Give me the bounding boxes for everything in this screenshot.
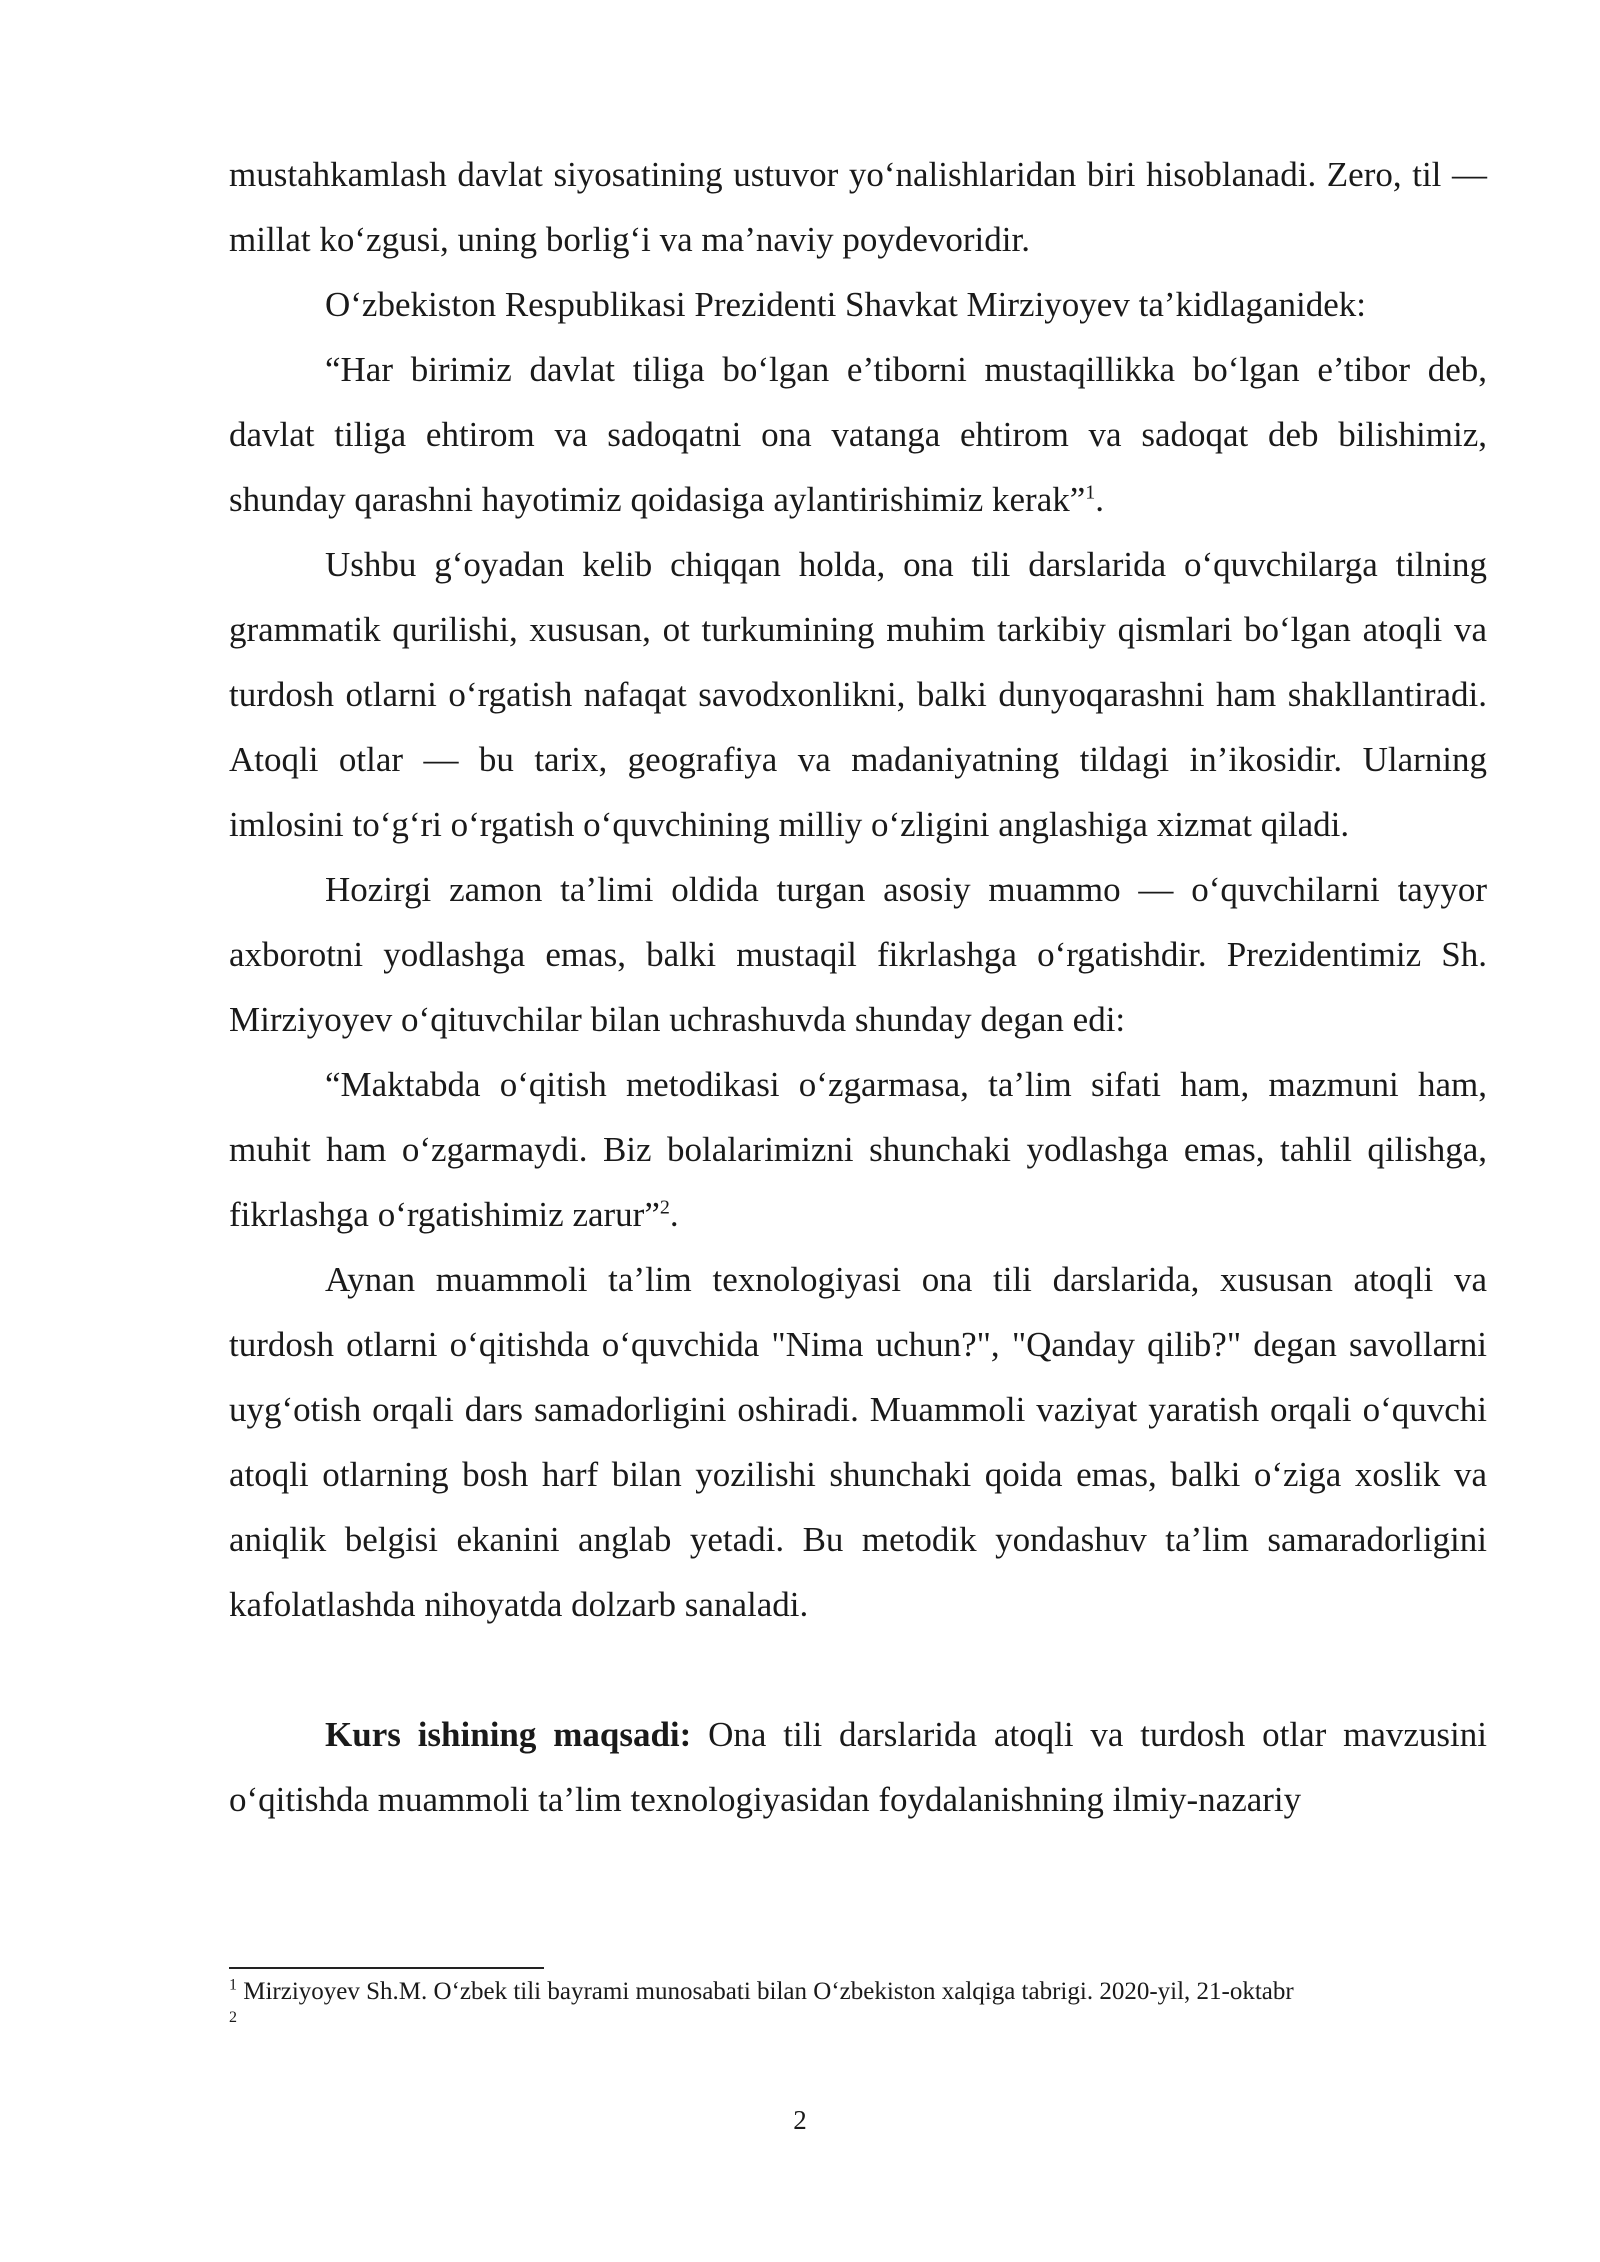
footnote-1 bbox=[229, 1975, 1487, 2008]
footnote-ref-2[interactable]: 2 bbox=[659, 1196, 670, 1219]
footnote-1-text: Mirziyoyev Sh.M. O‘zbek tili bayrami munosabati bilan O‘zbekiston xalqiga tabrigi. 2020-yil, 21-oktabr bbox=[237, 1978, 1294, 2005]
footnote-ref-1[interactable]: 1 bbox=[1085, 481, 1096, 504]
quote-2-end: . bbox=[669, 1195, 679, 1234]
footnote-1-mark: 1 bbox=[229, 1976, 237, 1994]
paragraph-quote-2 bbox=[229, 1052, 1487, 1247]
course-goal-text: Ona tili darslarida atoqli va turdosh otlar mavzusini o‘qitishda muammoli ta’lim texnologiyasidan foydalanishning ilmiy-nazariy bbox=[229, 1715, 1487, 1819]
footnotes bbox=[229, 1975, 1487, 2028]
paragraph-spacer bbox=[229, 1637, 1487, 1702]
quote-1-end: . bbox=[1095, 480, 1105, 519]
page-number: 2 bbox=[793, 2105, 807, 2135]
footnote-separator bbox=[229, 1967, 544, 1969]
course-goal-heading: Kurs ishining maqsadi: bbox=[325, 1715, 692, 1754]
body-text bbox=[229, 142, 1487, 1832]
paragraph-proper-nouns: Ushbu g‘oyadan kelib chiqqan holda, ona tili darslarida o‘quvchilarga tilning grammatik qurilishi, xususan, ot turkumining muhim tarkibiy qismlari bo‘lgan atoqli va turdosh otlarni o‘rgatish nafaqat savodxonlikni, balki dunyoqarashni ham shakllantiradi. Atoqli otlar — bu tarix, geografiya va madaniyatning tildagi in’ikosidir. Ularning imlosini to‘g‘ri o‘rgatish o‘quvchining milliy o‘zligini anglashiga xizmat qiladi. bbox=[229, 545, 1487, 844]
paragraph-continued: mustahkamlash davlat siyosatining ustuvor yo‘nalishlaridan biri hisoblanadi. Zero, til — millat ko‘zgusi, uning borlig‘i va ma’naviy poydevoridir. bbox=[229, 155, 1487, 259]
paragraph-modern-education: Hozirgi zamon ta’limi oldida turgan asosiy muammo — o‘quvchilarni tayyor axborotni yodlashga emas, balki mustaqil fikrlashga o‘rgatishdir. Prezidentimiz Sh. Mirziyoyev o‘qituvchilar bilan uchrashuvda shunday degan edi: bbox=[229, 870, 1487, 1039]
paragraph-president-intro: O‘zbekiston Respublikasi Prezidenti Shavkat Mirziyoyev ta’kidlaganidek: bbox=[325, 285, 1367, 324]
paragraph-problem-based-learning: Aynan muammoli ta’lim texnologiyasi ona tili darslarida, xususan atoqli va turdosh otlarni o‘qitishda o‘quvchida "Nima uchun?", "Qanday qilib?" degan savollarni uyg‘otish orqali dars samadorligini oshiradi. Muammoli vaziyat yaratish orqali o‘quvchi atoqli otlarning bosh harf bilan yozilishi shunchaki qoida emas, balki o‘ziga xoslik va aniqlik belgisi ekanini anglab yetadi. Bu metodik yondashuv ta’lim samaradorligini kafolatlashda nihoyatda dolzarb sanaladi. bbox=[229, 1260, 1487, 1624]
paragraph-course-goal bbox=[229, 1702, 1487, 1832]
quote-1-text: “Har birimiz davlat tiliga bo‘lgan e’tiborni mustaqillikka bo‘lgan e’tibor deb, davlat tiliga ehtirom va sadoqatni ona vatanga ehtirom va sadoqat deb bilishimiz, shunday qarashni hayotimiz qoidasiga aylantirishimiz kerak” bbox=[229, 350, 1487, 519]
footnote-2-mark: 2 bbox=[229, 2009, 237, 2026]
paragraph-quote-1 bbox=[229, 337, 1487, 532]
quote-2-text: “Maktabda o‘qitish metodikasi o‘zgarmasa, ta’lim sifati ham, mazmuni ham, muhit ham o‘zgarmaydi. Biz bolalarimizni shunchaki yodlashga emas, tahlil qilishga, fikrlashga o‘rgatishimiz zarur” bbox=[229, 1065, 1487, 1234]
